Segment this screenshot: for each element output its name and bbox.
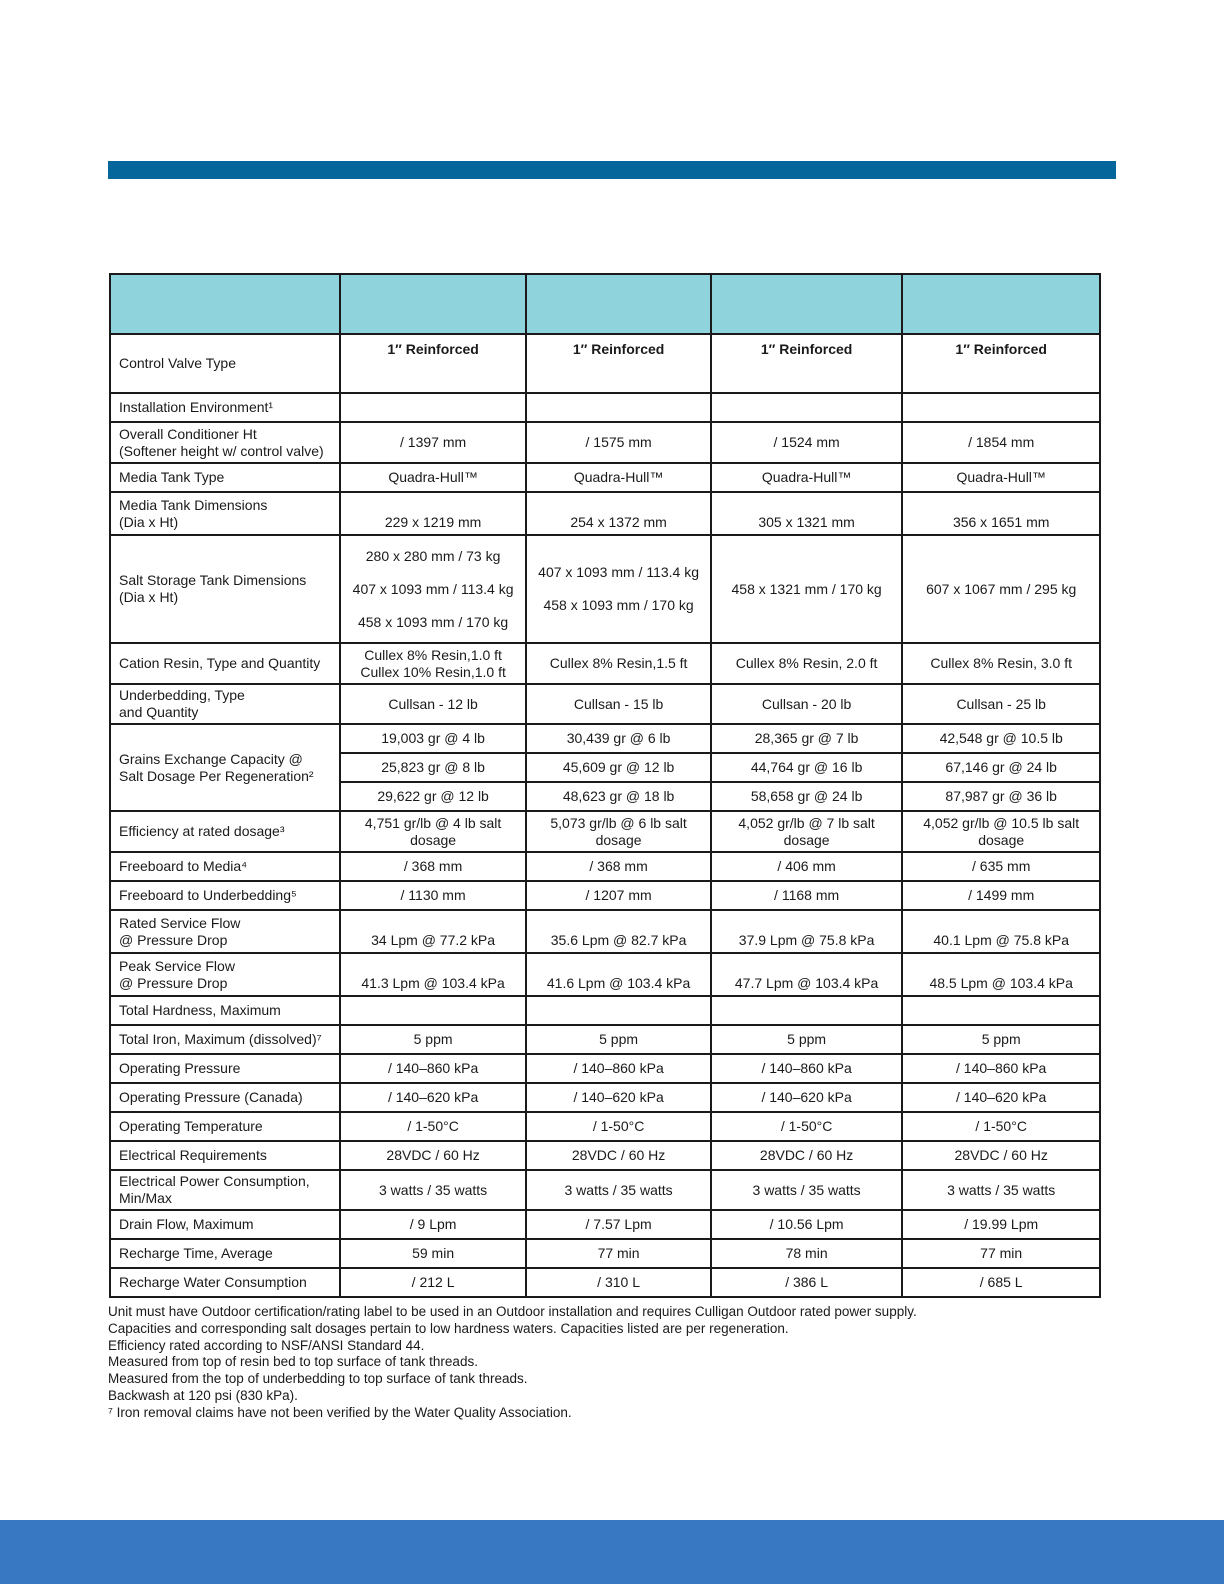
efficiency-line: 4,052 gr/lb @ 10.5 lb salt [923,814,1080,831]
cell-value: 34 Lpm @ 77.2 kPa [340,910,527,953]
row-label-line: Electrical Power Consumption, [119,1173,310,1189]
table-row [110,684,1100,724]
cell-value: Quadra-Hull™ [340,463,527,492]
efficiency-line: 4,751 gr/lb @ 4 lb salt [364,814,502,831]
table-row [110,1268,1100,1297]
cell-value: 59 min [340,1239,527,1268]
row-label-line: Min/Max [119,1190,172,1206]
cell-value: 229 x 1219 mm [340,492,527,535]
cell-value: Cullsan - 15 lb [526,684,710,724]
cell-value: / 1168 mm [711,881,903,910]
cell-value: / 386 L [711,1268,903,1297]
row-label [110,1170,340,1210]
row-label-line: Peak Service Flow [119,957,235,974]
cell-value: Quadra-Hull™ [902,463,1100,492]
table-row [110,724,1100,753]
row-label: Operating Pressure (Canada) [110,1083,340,1112]
cell-value [902,393,1100,422]
row-label-line: and Quantity [119,704,199,720]
cell-value [526,393,710,422]
cell-value [902,996,1100,1025]
cell-value: 78 min [711,1239,903,1268]
cell-value [711,535,903,643]
row-label [110,724,340,811]
resin-option: Cullex 10% Resin,1.0 ft [360,663,506,680]
row-label: Total Iron, Maximum (dissolved)⁷ [110,1025,340,1054]
salt-tank-option: 458 x 1321 mm / 170 kg [731,580,882,597]
row-label [110,953,340,996]
efficiency-line: 5,073 gr/lb @ 6 lb salt [550,814,687,831]
cell-value: / 635 mm [902,852,1100,881]
cell-value [711,393,903,422]
cell-value [526,535,710,643]
cell-value: 28VDC / 60 Hz [340,1141,527,1170]
cell-value: 356 x 1651 mm [902,492,1100,535]
row-label-line: (Dia x Ht) [119,589,179,605]
cell-value: / 140–860 kPa [340,1054,527,1083]
cell-value: / 1-50°C [711,1112,903,1141]
cell-value: 3 watts / 35 watts [711,1170,903,1210]
cell-value: / 140–860 kPa [902,1054,1100,1083]
row-label: Electrical Requirements [110,1141,340,1170]
footnotes [108,1304,1108,1422]
salt-tank-option: 607 x 1067 mm / 295 kg [926,580,1077,597]
table-row [110,643,1100,684]
row-label-line: @ Pressure Drop [119,931,228,948]
cell-value: 77 min [902,1239,1100,1268]
row-label: Recharge Time, Average [110,1239,340,1268]
cell-value [526,996,710,1025]
header-cell-label [110,274,340,334]
cell-value: 67,146 gr @ 24 lb [902,753,1100,782]
table-row [110,334,1100,393]
footnote-7: ⁷ Iron removal claims have not been verified by the Water Quality Association. [108,1404,572,1420]
cell-value: / 1575 mm [526,422,710,463]
cell-value [340,811,527,852]
cell-value: 48.5 Lpm @ 103.4 kPa [902,953,1100,996]
row-label: Control Valve Type [110,334,340,393]
cell-value: / 7.57 Lpm [526,1210,710,1239]
header-cell-model-4 [902,274,1100,334]
cell-value: / 1854 mm [902,422,1100,463]
cell-value: / 140–860 kPa [711,1054,903,1083]
cell-value: 5 ppm [340,1025,527,1054]
cell-value: Quadra-Hull™ [711,463,903,492]
cell-value: / 310 L [526,1268,710,1297]
table-row [110,910,1100,953]
row-label-line: (Dia x Ht) [119,513,179,530]
footnote-2: Capacities and corresponding salt dosages pertain to low hardness waters. Capacities listed are per regeneration. [108,1320,789,1336]
table-row [110,1054,1100,1083]
header-cell-model-2 [526,274,710,334]
efficiency-line: dosage [410,831,457,848]
cell-value: / 1-50°C [340,1112,527,1141]
cell-value: 3 watts / 35 watts [526,1170,710,1210]
cell-value: / 1499 mm [902,881,1100,910]
table-row [110,1210,1100,1239]
cell-value: 3 watts / 35 watts [340,1170,527,1210]
row-label: Recharge Water Consumption [110,1268,340,1297]
cell-value [340,643,527,684]
table-row [110,492,1100,535]
cell-value: 40.1 Lpm @ 75.8 kPa [902,910,1100,953]
row-label-line: Salt Storage Tank Dimensions [119,572,307,588]
cell-value: / 140–620 kPa [902,1083,1100,1112]
cell-value: 28,365 gr @ 7 lb [711,724,903,753]
cell-value: / 140–620 kPa [711,1083,903,1112]
cell-value [340,535,527,643]
row-label [110,422,340,463]
table-row [110,393,1100,422]
cell-value: 1″ Reinforced [902,334,1100,393]
cell-value: 41.3 Lpm @ 103.4 kPa [340,953,527,996]
header-cell-model-1 [340,274,527,334]
cell-value: 35.6 Lpm @ 82.7 kPa [526,910,710,953]
row-label [110,535,340,643]
salt-tank-option: 407 x 1093 mm / 113.4 kg [538,564,699,580]
cell-value: Cullex 8% Resin,1.5 ft [526,643,710,684]
cell-value: Cullex 8% Resin, 3.0 ft [902,643,1100,684]
table-row [110,881,1100,910]
cell-value: 5 ppm [711,1025,903,1054]
cell-value: / 1130 mm [340,881,527,910]
efficiency-line: dosage [978,831,1025,848]
cell-value: 5 ppm [902,1025,1100,1054]
row-label-line: Overall Conditioner Ht [119,425,257,442]
cell-value: Cullex 8% Resin, 2.0 ft [711,643,903,684]
table-row [110,811,1100,852]
cell-value: / 1-50°C [526,1112,710,1141]
footnote-4: Measured from top of resin bed to top surface of tank threads. [108,1354,478,1370]
cell-value: 1″ Reinforced [711,334,903,393]
row-label: Drain Flow, Maximum [110,1210,340,1239]
cell-value: 1″ Reinforced [526,334,710,393]
cell-value [340,996,527,1025]
table-row [110,1025,1100,1054]
cell-value: 25,823 gr @ 8 lb [340,753,527,782]
cell-value: 28VDC / 60 Hz [526,1141,710,1170]
table-header-row [110,274,1100,334]
cell-value: 305 x 1321 mm [711,492,903,535]
table-row [110,1141,1100,1170]
resin-option: Cullex 8% Resin,1.0 ft [364,646,502,663]
cell-value: / 1-50°C [902,1112,1100,1141]
cell-value: 44,764 gr @ 16 lb [711,753,903,782]
cell-value: / 10.56 Lpm [711,1210,903,1239]
efficiency-line: dosage [595,831,642,848]
table-row [110,422,1100,463]
cell-value: 77 min [526,1239,710,1268]
cell-value: 28VDC / 60 Hz [902,1141,1100,1170]
cell-value: Cullsan - 12 lb [340,684,527,724]
row-label [110,910,340,953]
cell-value: / 9 Lpm [340,1210,527,1239]
footnote-1: Unit must have Outdoor certification/rating label to be used in an Outdoor installation and requires Culligan Outdoor rated power supply. [108,1304,917,1319]
salt-tank-option: 407 x 1093 mm / 113.4 kg [352,580,514,597]
footnote-6: Backwash at 120 psi (830 kPa). [108,1387,298,1403]
cell-value: / 1207 mm [526,881,710,910]
table-row [110,1170,1100,1210]
cell-value: / 1524 mm [711,422,903,463]
row-label: Operating Temperature [110,1112,340,1141]
cell-value [902,811,1100,852]
row-label: Operating Pressure [110,1054,340,1083]
row-label: Freeboard to Underbedding⁵ [110,881,340,910]
cell-value [902,535,1100,643]
cell-value: 45,609 gr @ 12 lb [526,753,710,782]
cell-value: 5 ppm [526,1025,710,1054]
cell-value: / 140–620 kPa [526,1083,710,1112]
cell-value [711,811,903,852]
efficiency-line: 4,052 gr/lb @ 7 lb salt [738,814,875,831]
row-label-line: @ Pressure Drop [119,974,228,991]
bottom-footer-bar [0,1520,1224,1584]
cell-value: / 368 mm [340,852,527,881]
row-label-line: Underbedding, Type [119,687,245,703]
cell-value: Cullsan - 25 lb [902,684,1100,724]
row-label: Efficiency at rated dosage³ [110,811,340,852]
row-label-line: Media Tank Dimensions [119,496,268,513]
cell-value: 30,439 gr @ 6 lb [526,724,710,753]
cell-value: 87,987 gr @ 36 lb [902,782,1100,811]
footnote-5: Measured from the top of underbedding to top surface of tank threads. [108,1371,528,1387]
cell-value: 254 x 1372 mm [526,492,710,535]
salt-tank-option: 458 x 1093 mm / 170 kg [357,613,509,630]
cell-value: / 140–620 kPa [340,1083,527,1112]
cell-value [526,811,710,852]
row-label: Total Hardness, Maximum [110,996,340,1025]
row-label: Freeboard to Media⁴ [110,852,340,881]
table-row [110,463,1100,492]
cell-value: 37.9 Lpm @ 75.8 kPa [711,910,903,953]
cell-value: 19,003 gr @ 4 lb [340,724,527,753]
cell-value: / 406 mm [711,852,903,881]
cell-value: / 212 L [340,1268,527,1297]
cell-value: 41.6 Lpm @ 103.4 kPa [526,953,710,996]
row-label: Media Tank Type [110,463,340,492]
efficiency-line: dosage [783,831,830,848]
cell-value: / 1397 mm [340,422,527,463]
cell-value [340,393,527,422]
cell-value: 3 watts / 35 watts [902,1170,1100,1210]
cell-value: 28VDC / 60 Hz [711,1141,903,1170]
cell-value: 47.7 Lpm @ 103.4 kPa [711,953,903,996]
row-label [110,492,340,535]
row-label: Installation Environment¹ [110,393,340,422]
cell-value: / 368 mm [526,852,710,881]
table-row [110,953,1100,996]
specifications-table [109,273,1101,1298]
table-row [110,996,1100,1025]
header-cell-model-3 [711,274,903,334]
row-label-line: (Softener height w/ control valve) [119,442,324,459]
salt-tank-option: 280 x 280 mm / 73 kg [365,547,501,564]
cell-value: 58,658 gr @ 24 lb [711,782,903,811]
cell-value: Quadra-Hull™ [526,463,710,492]
cell-value: Cullsan - 20 lb [711,684,903,724]
row-label-line: Grains Exchange Capacity @ [119,750,303,767]
cell-value: 1″ Reinforced [340,334,527,393]
table-row [110,535,1100,643]
table-row [110,1112,1100,1141]
table-row [110,1083,1100,1112]
cell-value [711,996,903,1025]
row-label: Cation Resin, Type and Quantity [110,643,340,684]
cell-value: 48,623 gr @ 18 lb [526,782,710,811]
table-row [110,852,1100,881]
row-label-line: Salt Dosage Per Regeneration² [119,767,314,784]
footnote-3: Efficiency rated according to NSF/ANSI Standard 44. [108,1337,425,1353]
row-label-line: Rated Service Flow [119,914,241,931]
table-row [110,1239,1100,1268]
cell-value: / 685 L [902,1268,1100,1297]
cell-value: / 19.99 Lpm [902,1210,1100,1239]
salt-tank-option: 458 x 1093 mm / 170 kg [543,597,694,613]
cell-value: 29,622 gr @ 12 lb [340,782,527,811]
row-label [110,684,340,724]
cell-value: 42,548 gr @ 10.5 lb [902,724,1100,753]
top-banner-bar [108,161,1116,179]
cell-value: / 140–860 kPa [526,1054,710,1083]
